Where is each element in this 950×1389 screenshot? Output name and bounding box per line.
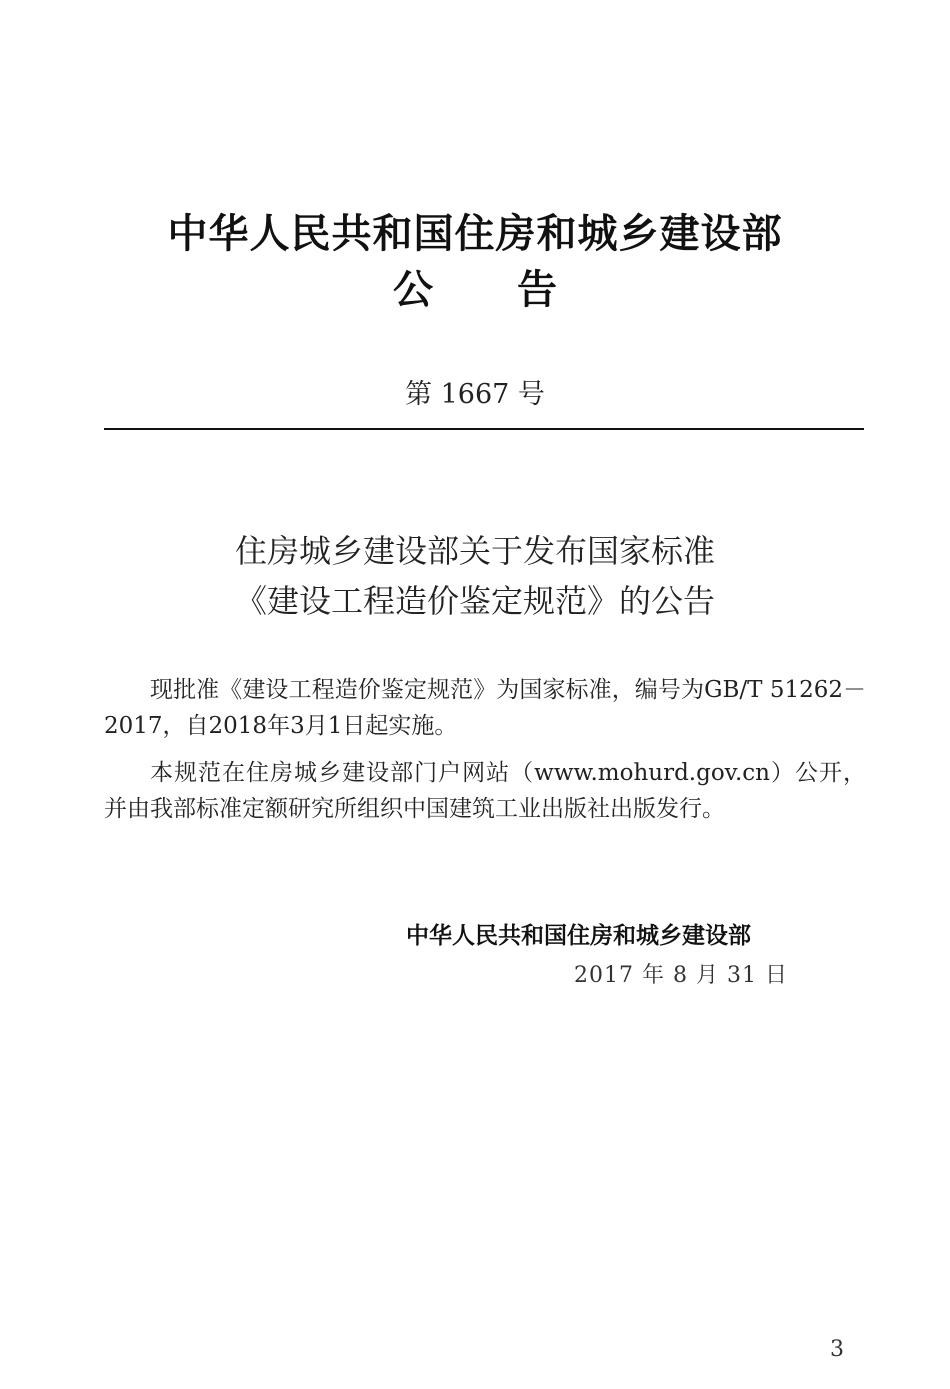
notice-word: 公告	[393, 267, 641, 313]
ministry-title: 中华人民共和国住房和城乡建设部	[167, 211, 783, 257]
signature-organization: 中华人民共和国住房和城乡建设部	[406, 923, 751, 949]
divider-line	[104, 428, 864, 430]
body-paragraph-2: 本规范在住房城乡建设部门户网站（www.mohurd.gov.cn）公开，并由我部标准定额研究所组织中国建筑工业出版社出版发行。	[104, 760, 866, 822]
announcement-heading-line2: 《建设工程造价鉴定规范》的公告	[234, 582, 715, 620]
body-paragraph-1-block	[104, 672, 866, 744]
signature-date: 2017 年 8 月 31 日	[574, 963, 788, 988]
announcement-heading-line1: 住房城乡建设部关于发布国家标准	[234, 532, 715, 570]
body-paragraph-1: 现批准《建设工程造价鉴定规范》为国家标准，编号为GB/T 51262－2017，自2018年3月1日起实施。	[104, 677, 866, 739]
page-number: 3	[830, 1337, 844, 1362]
body-paragraph-2-block	[104, 755, 866, 827]
notice-number: 第 1667 号	[405, 379, 545, 410]
